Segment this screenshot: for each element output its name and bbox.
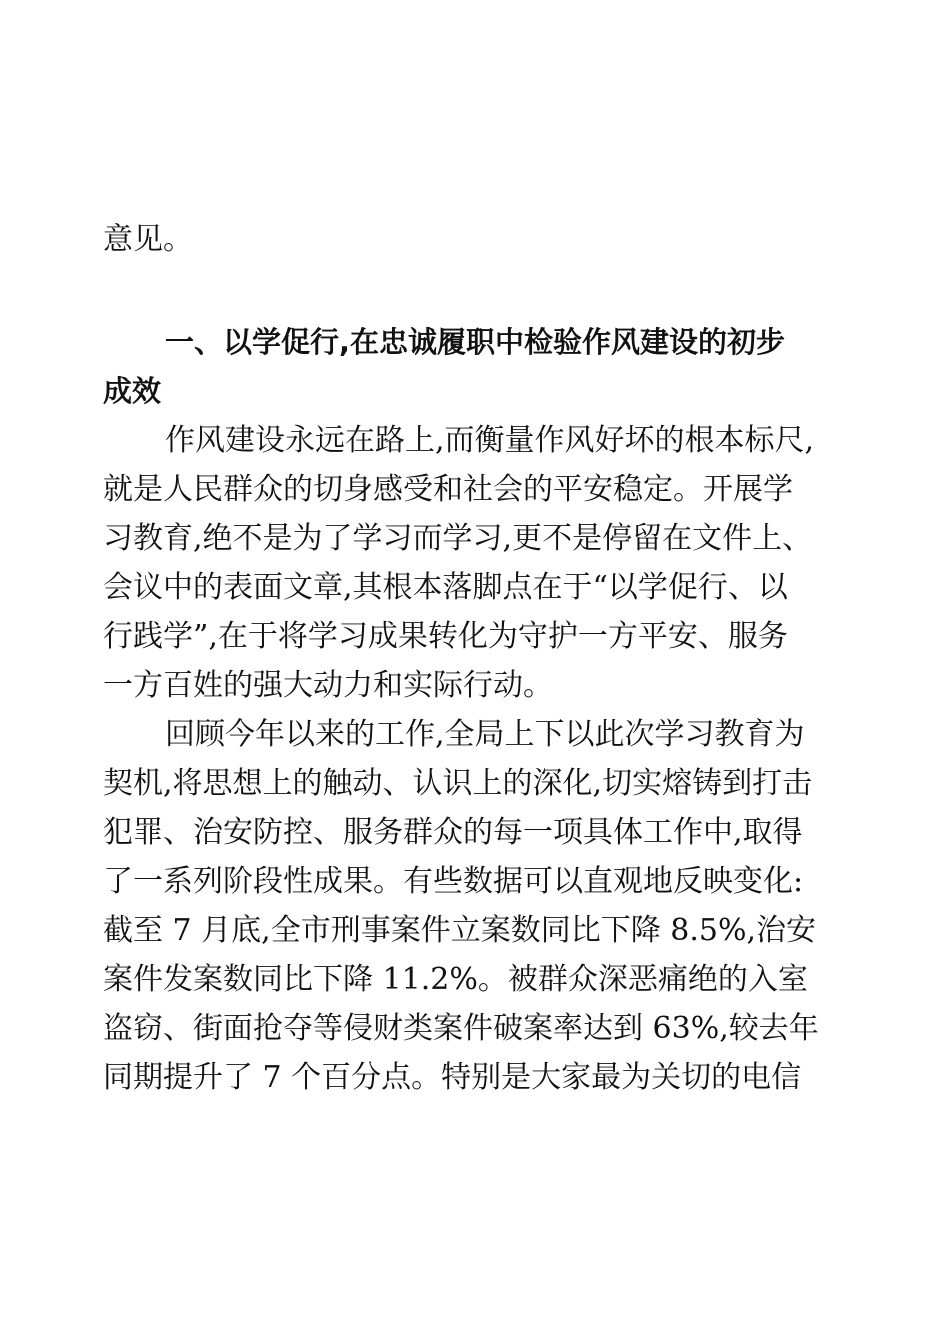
paragraph-line: 截至 7 月底,全市刑事案件立案数同比下降 8.5%,治安	[103, 913, 816, 948]
paragraph-line: 行践学”,在于将学习成果转化为守护一方平安、服务	[103, 619, 788, 654]
paragraph-line: 盗窃、街面抢夺等侵财类案件破案率达到 63%,较去年	[103, 1011, 819, 1046]
paragraph-line: 作风建设永远在路上,而衡量作风好坏的根本标尺,	[165, 423, 815, 458]
paragraph-line: 同期提升了 7 个百分点。特别是大家最为关切的电信	[103, 1060, 802, 1095]
carried-over-text: 意见。	[103, 222, 193, 257]
paragraph-line: 犯罪、治安防控、服务群众的每一项具体工作中,取得	[103, 815, 803, 850]
paragraph-line: 案件发案数同比下降 11.2%。被群众深恶痛绝的入室	[103, 962, 808, 997]
paragraph-line: 习教育,绝不是为了学习而学习,更不是停留在文件上、	[103, 521, 813, 556]
paragraph	[103, 416, 848, 710]
section-heading	[103, 318, 848, 416]
paragraph-line: 了一系列阶段性成果。有些数据可以直观地反映变化:	[103, 864, 804, 899]
paragraph-line: 就是人民群众的切身感受和社会的平安稳定。开展学	[103, 472, 793, 507]
paragraph-line: 回顾今年以来的工作,全局上下以此次学习教育为	[165, 717, 805, 752]
paragraph-line: 契机,将思想上的触动、认识上的深化,切实熔铸到打击	[103, 766, 813, 801]
paragraph	[103, 710, 848, 1102]
paragraph-line: 会议中的表面文章,其根本落脚点在于“以学促行、以	[103, 570, 788, 605]
paragraph-line: 一方百姓的强大动力和实际行动。	[103, 668, 553, 703]
document-body	[103, 212, 848, 1102]
section-heading-line: 成效	[103, 374, 162, 408]
section-heading-line: 一、以学促行,在忠诚履职中检验作风建设的初步	[165, 325, 786, 359]
